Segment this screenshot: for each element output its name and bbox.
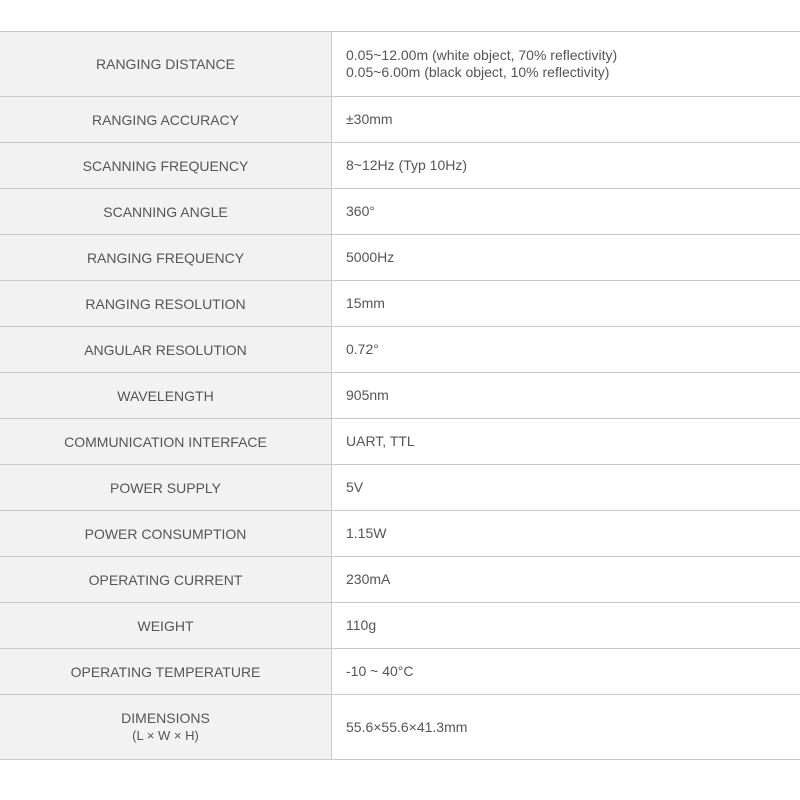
- spec-label: SCANNING ANGLE: [0, 189, 332, 235]
- spec-value: ±30mm: [332, 97, 800, 143]
- spec-row-operating-current: [0, 557, 800, 603]
- spec-row-operating-temperature: [0, 649, 800, 695]
- spec-table: [0, 31, 800, 760]
- spec-row-communication-interface: [0, 419, 800, 465]
- spec-label: ANGULAR RESOLUTION: [0, 327, 332, 373]
- spec-row-weight: [0, 603, 800, 649]
- spec-value: [332, 32, 800, 97]
- spec-row-power-supply: [0, 465, 800, 511]
- spec-row-ranging-distance: [0, 32, 800, 97]
- spec-value: 5000Hz: [332, 235, 800, 281]
- spec-value: 360°: [332, 189, 800, 235]
- spec-row-power-consumption: [0, 511, 800, 557]
- spec-value: -10 ~ 40°C: [332, 649, 800, 695]
- spec-label: [0, 695, 332, 760]
- spec-value: 8~12Hz (Typ 10Hz): [332, 143, 800, 189]
- spec-value: 0.72°: [332, 327, 800, 373]
- spec-label: RANGING ACCURACY: [0, 97, 332, 143]
- spec-row-scanning-frequency: [0, 143, 800, 189]
- spec-row-scanning-angle: [0, 189, 800, 235]
- spec-label: SCANNING FREQUENCY: [0, 143, 332, 189]
- spec-row-dimensions: [0, 695, 800, 760]
- spec-label: WEIGHT: [0, 603, 332, 649]
- spec-value-line: 0.05~6.00m (black object, 10% reflectivity): [346, 64, 610, 80]
- spec-label: POWER SUPPLY: [0, 465, 332, 511]
- spec-label: WAVELENGTH: [0, 373, 332, 419]
- spec-value: UART, TTL: [332, 419, 800, 465]
- spec-label: RANGING DISTANCE: [0, 32, 332, 97]
- spec-value: 1.15W: [332, 511, 800, 557]
- spec-label-sub: (L × W × H): [132, 728, 199, 743]
- spec-row-angular-resolution: [0, 327, 800, 373]
- spec-value: 230mA: [332, 557, 800, 603]
- spec-label: RANGING FREQUENCY: [0, 235, 332, 281]
- spec-value: 110g: [332, 603, 800, 649]
- spec-row-wavelength: [0, 373, 800, 419]
- spec-row-ranging-resolution: [0, 281, 800, 327]
- spec-label: RANGING RESOLUTION: [0, 281, 332, 327]
- spec-label: POWER CONSUMPTION: [0, 511, 332, 557]
- spec-value: 5V: [332, 465, 800, 511]
- spec-row-ranging-frequency: [0, 235, 800, 281]
- spec-value-line: 0.05~12.00m (white object, 70% reflectivity): [346, 47, 618, 63]
- spec-label: OPERATING CURRENT: [0, 557, 332, 603]
- spec-value: 15mm: [332, 281, 800, 327]
- spec-row-ranging-accuracy: [0, 97, 800, 143]
- spec-label-main: DIMENSIONS: [121, 710, 210, 726]
- spec-value: 55.6×55.6×41.3mm: [332, 695, 800, 760]
- spec-label: COMMUNICATION INTERFACE: [0, 419, 332, 465]
- spec-value: 905nm: [332, 373, 800, 419]
- spec-label: OPERATING TEMPERATURE: [0, 649, 332, 695]
